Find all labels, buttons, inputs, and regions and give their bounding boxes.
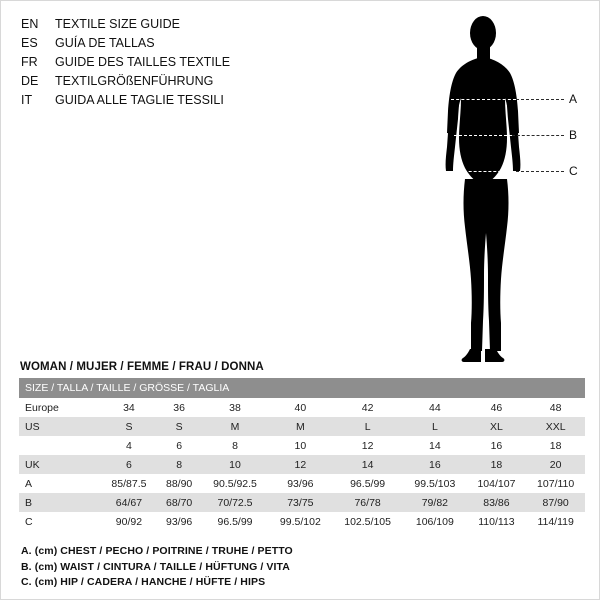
- table-row: [19, 455, 585, 474]
- cell: 18: [526, 436, 585, 455]
- row-label-europe: Europe: [19, 398, 101, 417]
- cell: 85/87.5: [101, 474, 157, 493]
- row-label-c: C: [19, 512, 101, 531]
- measure-line-chest-outer: [516, 99, 564, 100]
- cell: 90/92: [101, 512, 157, 531]
- title-row: [21, 15, 351, 34]
- cell: XL: [467, 417, 527, 436]
- row-label-us-numeric: [19, 436, 101, 455]
- cell: 4: [101, 436, 157, 455]
- title-text-it: GUIDA ALLE TAGLIE TESSILI: [55, 93, 224, 107]
- cell: 16: [467, 436, 527, 455]
- cell: XXL: [526, 417, 585, 436]
- cell: 79/82: [403, 493, 466, 512]
- cell: 38: [201, 398, 268, 417]
- figure-wrap: [421, 11, 591, 371]
- measure-label-a: A: [569, 92, 578, 106]
- cell: 68/70: [157, 493, 202, 512]
- title-text-fr: GUIDE DES TAILLES TEXTILE: [55, 55, 231, 69]
- title-block: [21, 15, 351, 110]
- cell: 87/90: [526, 493, 585, 512]
- title-row: [21, 53, 351, 72]
- cell: 6: [157, 436, 202, 455]
- title-text-en: TEXTILE SIZE GUIDE: [55, 17, 181, 31]
- cell: 18: [467, 455, 527, 474]
- cell: S: [157, 417, 202, 436]
- female-body-silhouette-icon: [421, 11, 591, 371]
- size-table: [19, 378, 585, 531]
- title-lang-en: EN: [21, 17, 39, 31]
- cell: 70/72.5: [201, 493, 268, 512]
- measure-line-hip-inner: [449, 171, 516, 172]
- table-header-label: SIZE / TALLA / TAILLE / GRÖSSE / TAGLIA: [19, 378, 585, 398]
- cell: L: [403, 417, 466, 436]
- cell: 93/96: [269, 474, 332, 493]
- measure-line-waist-inner: [454, 135, 512, 136]
- cell: 20: [526, 455, 585, 474]
- title-row: [21, 72, 351, 91]
- cell: 48: [526, 398, 585, 417]
- cell: S: [101, 417, 157, 436]
- cell: 44: [403, 398, 466, 417]
- cell: 90.5/92.5: [201, 474, 268, 493]
- cell: 10: [269, 436, 332, 455]
- footnote-c: C. (cm) HIP / CADERA / HANCHE / HÜFTE / HIPS: [21, 576, 266, 588]
- cell: 83/86: [467, 493, 527, 512]
- measure-label-c: C: [569, 164, 578, 178]
- cell: 106/109: [403, 512, 466, 531]
- table-row: [19, 493, 585, 512]
- cell: 34: [101, 398, 157, 417]
- measure-line-chest-inner: [451, 99, 516, 100]
- cell: 16: [403, 455, 466, 474]
- footnote-b: B. (cm) WAIST / CINTURA / TAILLE / HÜFTUNG / VITA: [21, 560, 290, 573]
- cell: 88/90: [157, 474, 202, 493]
- table-group-title: WOMAN / MUJER / FEMME / FRAU / DONNA: [20, 361, 264, 373]
- cell: 96.5/99: [332, 474, 403, 493]
- cell: 10: [201, 455, 268, 474]
- title-row: [21, 34, 351, 53]
- cell: 12: [332, 436, 403, 455]
- row-label-uk: UK: [19, 455, 101, 474]
- cell: 46: [467, 398, 527, 417]
- cell: 73/75: [269, 493, 332, 512]
- measure-line-hip-outer: [516, 171, 564, 172]
- table-header-row: [19, 378, 585, 398]
- cell: 76/78: [332, 493, 403, 512]
- title-lang-fr: FR: [21, 55, 38, 69]
- table-row: [19, 417, 585, 436]
- cell: 42: [332, 398, 403, 417]
- cell: M: [269, 417, 332, 436]
- cell: 8: [157, 455, 202, 474]
- title-row: [21, 91, 351, 110]
- title-text-de: TEXTILGRÖßENFÜHRUNG: [55, 74, 214, 88]
- cell: 14: [332, 455, 403, 474]
- cell: 36: [157, 398, 202, 417]
- row-label-us: US: [19, 417, 101, 436]
- cell: 40: [269, 398, 332, 417]
- title-lang-it: IT: [21, 93, 33, 107]
- title-text-es: GUÍA DE TALLAS: [55, 36, 155, 50]
- cell: 14: [403, 436, 466, 455]
- title-lang-es: ES: [21, 36, 38, 50]
- cell: 64/67: [101, 493, 157, 512]
- cell: 102.5/105: [332, 512, 403, 531]
- measure-line-waist-outer: [512, 135, 564, 136]
- cell: 96.5/99: [201, 512, 268, 531]
- cell: L: [332, 417, 403, 436]
- cell: 110/113: [467, 512, 527, 531]
- cell: M: [201, 417, 268, 436]
- cell: 107/110: [526, 474, 585, 493]
- table-row: [19, 512, 585, 531]
- cell: 99.5/103: [403, 474, 466, 493]
- table-row: [19, 398, 585, 417]
- cell: 99.5/102: [269, 512, 332, 531]
- measure-label-b: B: [569, 128, 578, 142]
- footnotes: [21, 544, 521, 591]
- row-label-a: A: [19, 474, 101, 493]
- row-label-b: B: [19, 493, 101, 512]
- cell: 93/96: [157, 512, 202, 531]
- cell: 12: [269, 455, 332, 474]
- table-row: [19, 436, 585, 455]
- footnote-a: A. (cm) CHEST / PECHO / POITRINE / TRUHE / PETTO: [21, 545, 293, 557]
- cell: 114/119: [526, 512, 585, 531]
- cell: 6: [101, 455, 157, 474]
- cell: 104/107: [467, 474, 527, 493]
- size-table-section: [19, 361, 585, 531]
- table-row: [19, 474, 585, 493]
- cell: 8: [201, 436, 268, 455]
- title-lang-de: DE: [21, 74, 39, 88]
